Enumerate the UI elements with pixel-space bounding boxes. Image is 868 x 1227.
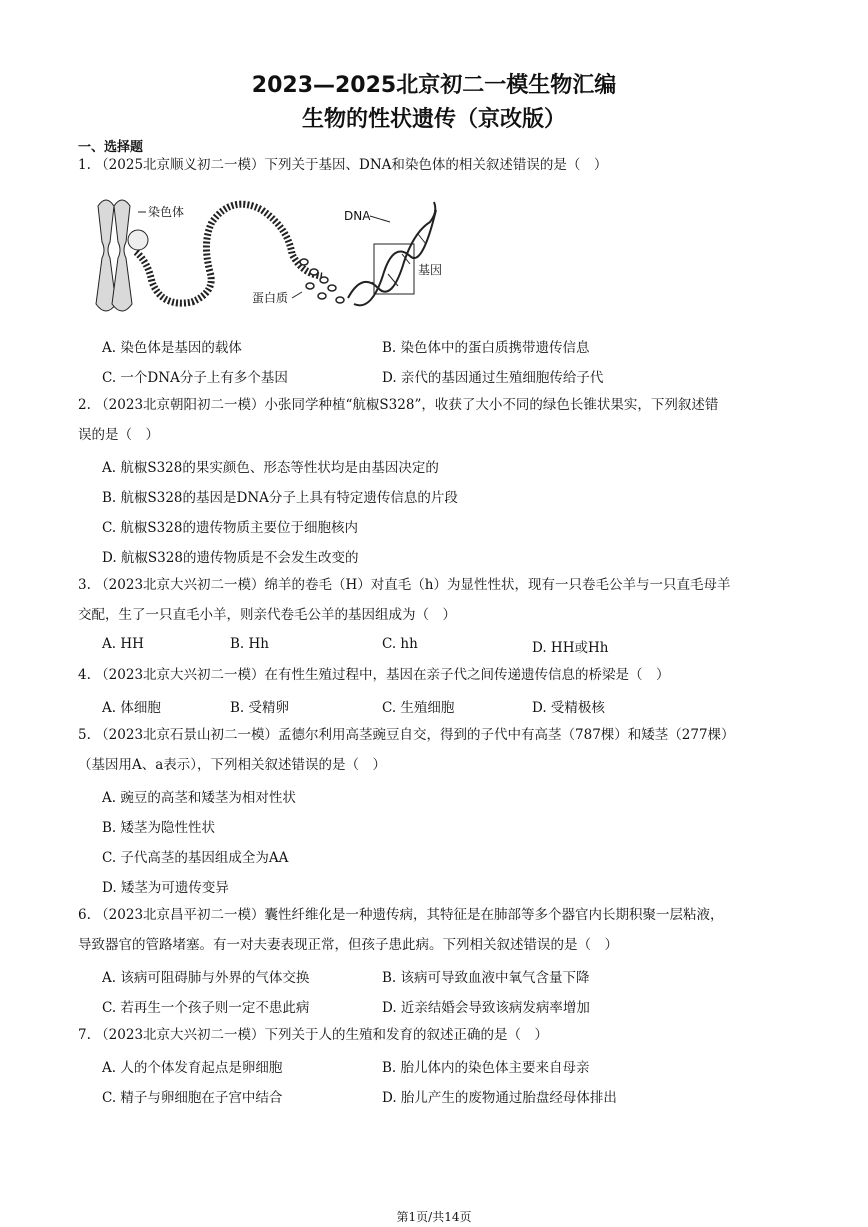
q4-option-c[interactable]: C. 生殖细胞: [382, 700, 455, 716]
protein-label: 蛋白质: [252, 291, 289, 305]
document-subtitle: 生物的性状遗传（京改版）: [301, 107, 566, 132]
q2-option-b[interactable]: B. 航椒S328的基因是DNA分子上具有特定遗传信息的片段: [102, 490, 458, 506]
q2-option-d[interactable]: D. 航椒S328的遗传物质是不会发生改变的: [102, 550, 359, 566]
question-2-stem: 2. （2023北京朝阳初二一模）小张同学种植“航椒S328”，收获了大小不同的绿色长锥状果实，下列叙述错: [78, 397, 719, 413]
q6-option-b[interactable]: B. 该病可导致血液中氧气含量下降: [382, 970, 590, 986]
q5-option-d[interactable]: D. 矮茎为可遗传变异: [102, 880, 229, 896]
q3-option-c[interactable]: C. hh: [382, 636, 418, 652]
question-6-stem-cont: 导致器官的管路堵塞。有一对夫妻表现正常，但孩子患此病。下列相关叙述错误的是（ ）: [78, 937, 618, 953]
q2-option-c[interactable]: C. 航椒S328的遗传物质主要位于细胞核内: [102, 520, 358, 536]
q3-option-d[interactable]: D. HH或Hh: [532, 640, 609, 656]
chromatin-coil-icon: [136, 204, 322, 303]
q1-option-b[interactable]: B. 染色体中的蛋白质携带遗传信息: [382, 340, 590, 356]
q4-option-d[interactable]: D. 受精极核: [532, 700, 605, 716]
q6-option-a[interactable]: A. 该病可阻碍肺与外界的气体交换: [102, 970, 310, 986]
q7-option-a[interactable]: A. 人的个体发育起点是卵细胞: [102, 1060, 283, 1076]
document-title: 2023—2025北京初二一模生物汇编: [251, 73, 617, 98]
protein-beads-icon: [300, 259, 344, 303]
question-3-stem: 3. （2023北京大兴初二一模）绵羊的卷毛（H）对直毛（h）为显性性状，现有一只卷毛公羊与一只直毛母羊: [78, 577, 731, 593]
q4-option-b[interactable]: B. 受精卵: [230, 700, 290, 716]
question-3-stem-cont: 交配，生了一只直毛小羊，则亲代卷毛公羊的基因组成为（ ）: [78, 607, 456, 623]
page-number: 第1页/共14页: [396, 1210, 472, 1224]
chromosome-icon: [96, 200, 132, 311]
question-6-stem: 6. （2023北京昌平初二一模）囊性纤维化是一种遗传病，其特征是在肺部等多个器官内长期积聚一层粘液，: [78, 907, 724, 923]
q6-option-d[interactable]: D. 近亲结婚会导致该病发病率增加: [382, 1000, 590, 1016]
q5-option-b[interactable]: B. 矮茎为隐性性状: [102, 820, 216, 836]
question-1-stem: 1. （2025北京顺义初二一模）下列关于基因、DNA和染色体的相关叙述错误的是（ ）: [78, 157, 608, 173]
q5-option-a[interactable]: A. 豌豆的高茎和矮茎为相对性状: [102, 790, 296, 806]
q5-option-c[interactable]: C. 子代高茎的基因组成全为AA: [102, 850, 289, 866]
q1-option-a[interactable]: A. 染色体是基因的载体: [102, 340, 242, 356]
q3-option-b[interactable]: B. Hh: [230, 636, 269, 652]
question-4-stem: 4. （2023北京大兴初二一模）在有性生殖过程中，基因在亲子代之间传递遗传信息的桥梁是（ ）: [78, 667, 670, 683]
chromosome-label: 染色体: [148, 205, 185, 219]
q1-option-d[interactable]: D. 亲代的基因通过生殖细胞传给子代: [382, 370, 604, 386]
q1-option-c[interactable]: C. 一个DNA分子上有多个基因: [102, 370, 288, 386]
section-heading: 一、选择题: [78, 140, 144, 155]
chromosome-dna-figure: [92, 192, 452, 320]
gene-label: 基因: [418, 263, 443, 277]
dna-label: DNA: [344, 209, 371, 223]
q7-option-b[interactable]: B. 胎儿体内的染色体主要来自母亲: [382, 1060, 590, 1076]
question-5-stem: 5. （2023北京石景山初二一模）孟德尔利用高茎豌豆自交，得到的子代中有高茎（787棵）和矮茎（277棵）: [78, 727, 735, 743]
q2-option-a[interactable]: A. 航椒S328的果实颜色、形态等性状均是由基因决定的: [102, 460, 439, 476]
q3-option-a[interactable]: A. HH: [102, 636, 144, 652]
q4-option-a[interactable]: A. 体细胞: [102, 700, 161, 716]
q6-option-c[interactable]: C. 若再生一个孩子则一定不患此病: [102, 1000, 310, 1016]
question-2-stem-cont: 误的是（ ）: [78, 427, 159, 443]
q7-option-c[interactable]: C. 精子与卵细胞在子宫中结合: [102, 1090, 283, 1106]
q7-option-d[interactable]: D. 胎儿产生的废物通过胎盘经母体排出: [382, 1090, 617, 1106]
question-5-stem-cont: （基因用A、a表示），下列相关叙述错误的是（ ）: [78, 757, 387, 773]
question-7-stem: 7. （2023北京大兴初二一模）下列关于人的生殖和发育的叙述正确的是（ ）: [78, 1027, 549, 1043]
